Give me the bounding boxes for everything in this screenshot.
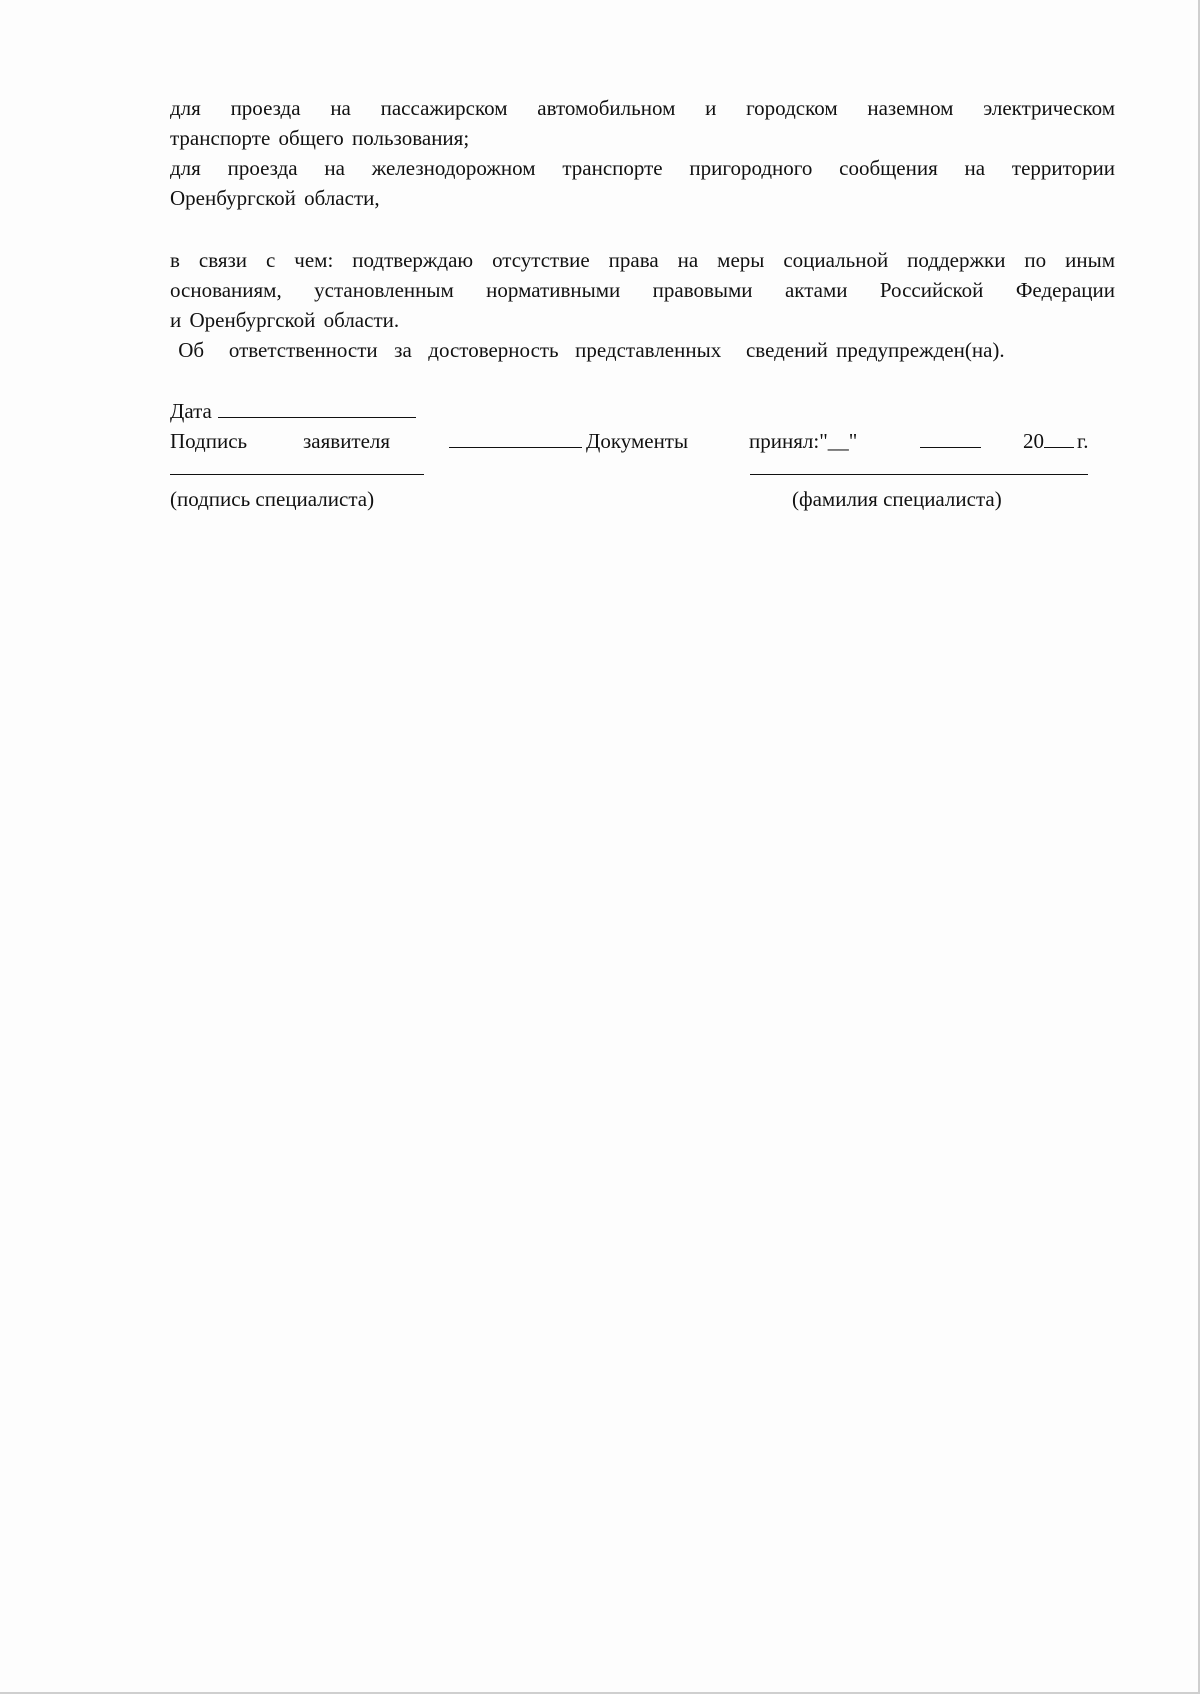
specialist-captions	[170, 484, 1115, 514]
document-body	[170, 93, 1115, 514]
paragraph-line: в связи с чем: подтверждаю отсутствие права на меры социальной поддержки по иным	[170, 248, 1115, 272]
paragraph-line: Об ответственности за достоверность представленных сведений предупрежден(на).	[170, 338, 1005, 362]
documents-label: Документы	[586, 429, 689, 453]
applicant-label: заявителя	[303, 429, 391, 453]
year-prefix: 20	[1023, 429, 1044, 453]
paragraph-line: транспорте общего пользования;	[170, 126, 470, 150]
specialist-surname-caption: (фамилия специалиста)	[792, 487, 1002, 511]
paragraph-line: для проезда на пассажирском автомобильном и городском наземном электрическом	[170, 96, 1115, 120]
paragraph-gap	[170, 365, 1115, 396]
paragraph-line: и Оренбургской области.	[170, 308, 400, 332]
date-row	[170, 396, 1115, 426]
specialist-signature-caption: (подпись специалиста)	[170, 487, 375, 511]
signature-row	[170, 426, 1115, 456]
paragraph-line: для проезда на железнодорожном транспорте пригородного сообщения на территории	[170, 156, 1115, 180]
paragraph-line: основаниям, установленным нормативными правовыми актами Российской Федерации	[170, 278, 1115, 302]
signature-label: Подпись	[170, 429, 248, 453]
date-label: Дата	[170, 399, 212, 423]
specialist-lines	[170, 456, 1115, 484]
year-blank	[1044, 427, 1074, 448]
date-blank-line	[218, 397, 416, 418]
month-blank	[920, 427, 981, 448]
applicant-signature-blank	[449, 427, 582, 448]
specialist-surname-line	[750, 474, 1088, 475]
year-suffix: г.	[1077, 429, 1089, 453]
paragraph-gap	[170, 213, 1115, 245]
accepted-label: принял:"__"	[749, 429, 858, 453]
specialist-signature-line	[170, 474, 424, 475]
paragraph-line: Оренбургской области,	[170, 186, 380, 210]
